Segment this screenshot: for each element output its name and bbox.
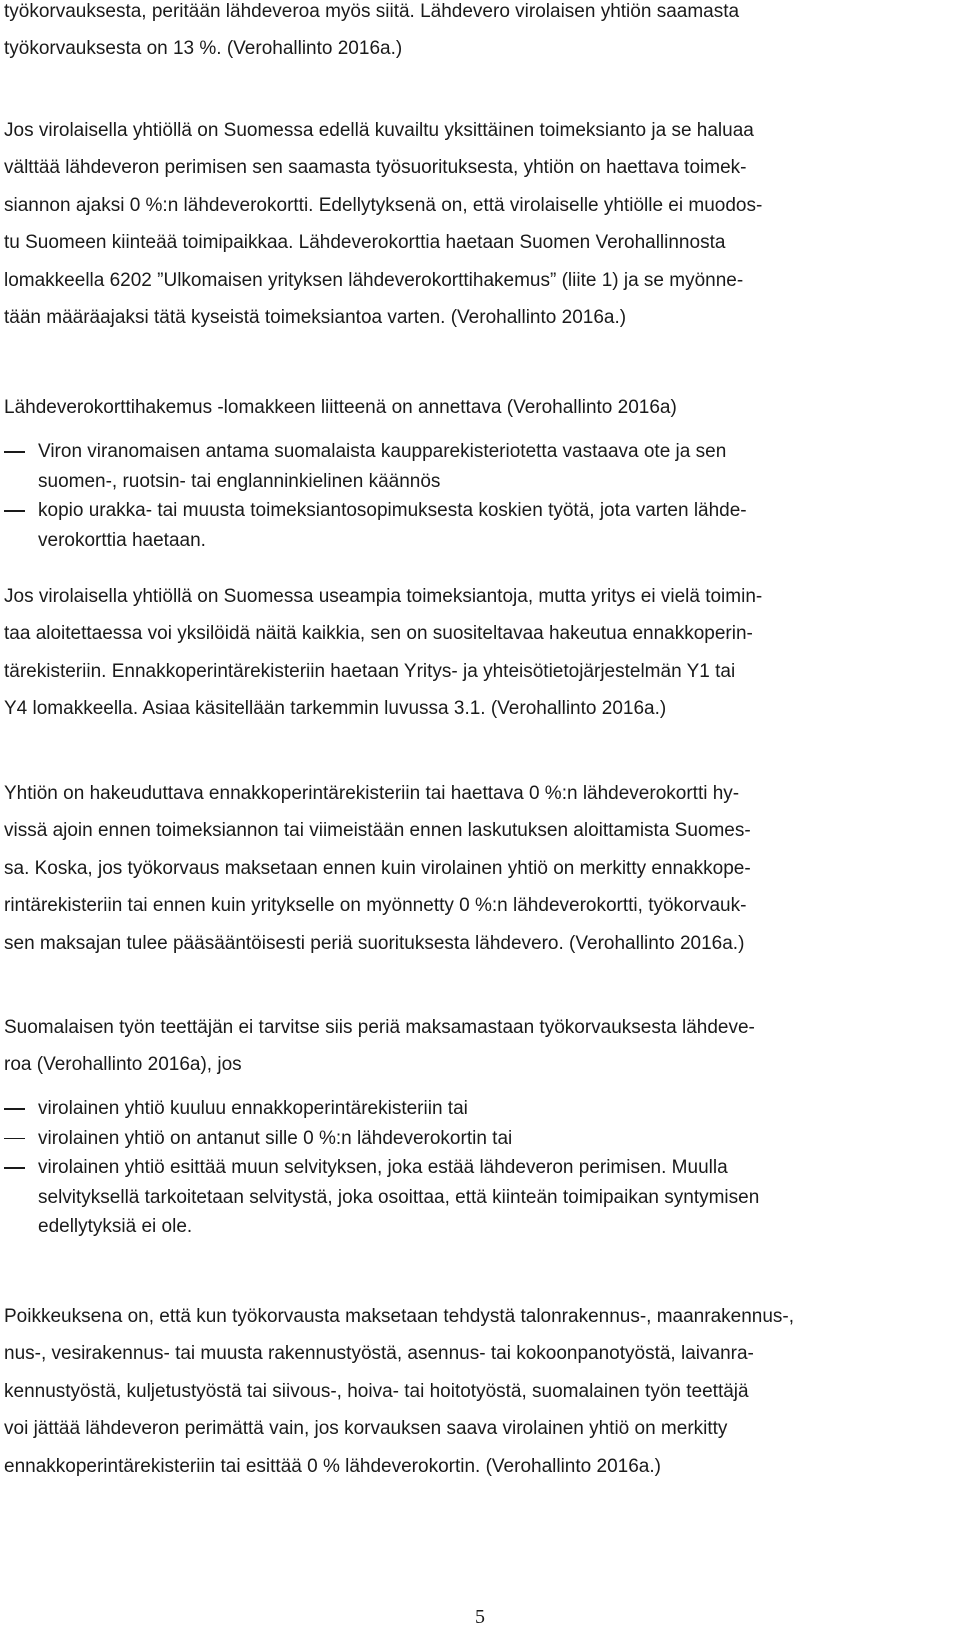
dash-bullet-icon xyxy=(4,1108,25,1110)
page-number: 5 xyxy=(475,1606,485,1628)
text-line: työkorvauksesta, peritään lähdeveroa myös siitä. Lähdevero virolaisen yhtiön saamasta xyxy=(4,1,740,22)
text-line: sa. Koska, jos työkorvaus maksetaan ennen kuin virolainen yhtiö on merkitty ennakkope- xyxy=(4,857,751,879)
text-line: voi jättää lähdeveron perimättä vain, jos korvauksen saava virolainen yhtiö on merkitty xyxy=(4,1418,728,1440)
paragraph-exception xyxy=(4,1298,934,1485)
list-item xyxy=(0,437,940,496)
paragraph-no-withholding xyxy=(4,1009,934,1084)
list-item-line: virolainen yhtiö on antanut sille 0 %:n lähdeverokortin tai xyxy=(38,1127,513,1149)
text-line: Suomalaisen työn teettäjän ei tarvitse siis periä maksamastaan työkorvauksesta lähdeve- xyxy=(4,1017,755,1038)
text-line: siannon ajaksi 0 %:n lähdeverokortti. Edellytyksenä on, että virolaiselle yhtiölle ei muodos- xyxy=(4,194,763,216)
text-line: taa aloitettaessa voi yksilöidä näitä kaikkia, sen on suositeltavaa hakeutua ennakkoperin- xyxy=(4,623,753,645)
list-item xyxy=(0,1094,940,1124)
paragraph-prepayment-register xyxy=(4,578,934,728)
text-line: rintärekisteriin tai ennen kuin yritykselle on myönnetty 0 %:n lähdeverokortti, työkorvauk- xyxy=(4,895,747,917)
list-item-line: kopio urakka- tai muusta toimeksiantosopimuksesta koskien työtä, jota varten lähde- xyxy=(38,500,747,521)
text-line: Yhtiön on hakeuduttava ennakkoperintärekisteriin tai haettava 0 %:n lähdeverokortti hy- xyxy=(4,783,740,804)
dash-bullet-icon xyxy=(4,1138,25,1140)
text-line: tärekisteriin. Ennakkoperintärekisteriin haetaan Yritys- ja yhteisötietojärjestelmän Y1 tai xyxy=(4,660,736,682)
text-line: tään määräajaksi tätä kyseistä toimeksiantoa varten. (Verohallinto 2016a.) xyxy=(4,307,627,329)
dash-bullet-icon xyxy=(4,451,25,453)
dash-bullet-icon xyxy=(4,1167,25,1169)
paragraph-attachments-intro: Lähdeverokorttihakemus -lomakkeen liitteenä on annettava (Verohallinto 2016a) xyxy=(4,397,677,418)
paragraph-source-tax-card xyxy=(4,112,934,336)
dash-bullet-icon xyxy=(4,510,25,512)
text-line: ennakkoperintärekisteriin tai esittää 0 % lähdeverokortin. (Verohallinto 2016a.) xyxy=(4,1455,661,1477)
text-line: Jos virolaisella yhtiöllä on Suomessa useampia toimeksiantoja, mutta yritys ei vielä toimin- xyxy=(4,586,763,607)
text-line: välttää lähdeveron perimisen sen saamasta työsuorituksesta, yhtiön on haettava toimek- xyxy=(4,157,747,179)
text-line: Jos virolaisella yhtiöllä on Suomessa edellä kuvailtu yksittäinen toimeksianto ja se haluaa xyxy=(4,120,754,141)
text-line: roa (Verohallinto 2016a), jos xyxy=(4,1054,242,1076)
list-item xyxy=(0,496,940,555)
paragraph-timing xyxy=(4,775,934,962)
attachments-list xyxy=(0,437,940,555)
list-item-line: Viron viranomaisen antama suomalaista kaupparekisteriotetta vastaava ote ja sen xyxy=(38,441,727,462)
text-line: työkorvauksesta on 13 %. (Verohallinto 2016a.) xyxy=(4,38,403,60)
text-line: Y4 lomakkeella. Asiaa käsitellään tarkemmin luvussa 3.1. (Verohallinto 2016a.) xyxy=(4,698,667,720)
list-item-line: verokorttia haetaan. xyxy=(38,529,206,551)
text-line: kennustyöstä, kuljetustyöstä tai siivous-, hoiva- tai hoitotyöstä, suomalainen työn teettäjä xyxy=(4,1380,749,1402)
list-item-line: virolainen yhtiö esittää muun selvityksen, joka estää lähdeveron perimisen. Muulla xyxy=(38,1157,728,1178)
list-item-line: selvityksellä tarkoitetaan selvitystä, joka osoittaa, että kiinteän toimipaikan syntymisen xyxy=(38,1186,760,1208)
list-item-line: virolainen yhtiö kuuluu ennakkoperintärekisteriin tai xyxy=(38,1098,468,1119)
text-line: vissä ajoin ennen toimeksiannon tai viimeistään ennen laskutuksen aloittamista Suomes- xyxy=(4,820,751,842)
list-item-line: edellytyksiä ei ole. xyxy=(38,1216,193,1237)
text-line: nus-, vesirakennus- tai muusta rakennustyöstä, asennus- tai kokoonpanotyöstä, laivanra- xyxy=(4,1343,754,1365)
text-line: sen maksajan tulee pääsääntöisesti periä suorituksesta lähdevero. (Verohallinto 2016a.) xyxy=(4,932,745,954)
list-item-line: suomen-, ruotsin- tai englanninkielinen käännös xyxy=(38,470,441,492)
text-line: lomakkeella 6202 ”Ulkomaisen yrityksen lähdeverokorttihakemus” (liite 1) ja se myönne- xyxy=(4,269,744,291)
text-line: Poikkeuksena on, että kun työkorvausta maksetaan tehdystä talonrakennus-, maanrakennus-, xyxy=(4,1306,795,1327)
conditions-list xyxy=(0,1094,940,1242)
text-line: tu Suomeen kiinteää toimipaikkaa. Lähdeverokorttia haetaan Suomen Verohallinnosta xyxy=(4,232,726,254)
paragraph-continuation xyxy=(4,0,934,68)
list-item xyxy=(0,1153,940,1242)
list-item xyxy=(0,1124,940,1154)
